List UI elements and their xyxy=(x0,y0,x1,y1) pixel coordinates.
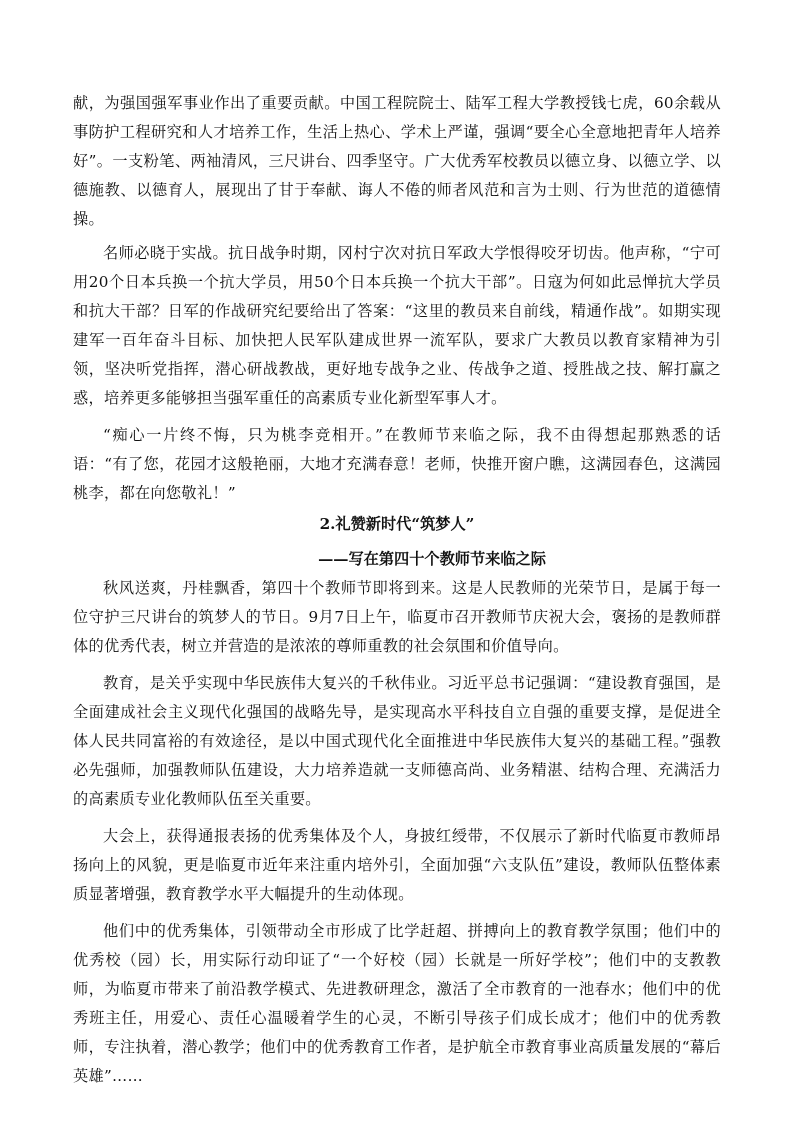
article2-paragraph-1: 秋风送爽，丹桂飘香，第四十个教师节即将到来。这是人民教师的光荣节日，是属于每一位守护三尺讲台的筑梦人的节日。9月7日上午，临夏市召开教师节庆祝大会，褒扬的是教师群体的优秀代表，树立并营造的是浓浓的尊师重教的社会氛围和价值导向。 xyxy=(73,579,721,655)
article2-subtitle: ——写在第四十个教师节来临之际 xyxy=(318,550,546,568)
article2-paragraph-4: 他们中的优秀集体，引领带动全市形成了比学赶超、拼搏向上的教育教学氛围；他们中的优秀校（园）长，用实际行动印证了“一个好校（园）长就是一所好学校”；他们中的支教教师，为临夏市带来了前沿教学模式、先进教研理念，激活了全市教育的一池春水；他们中的优秀班主任，用爱心、责任心温暖着学生的心灵，不断引导孩子们成长成才；他们中的优秀教师，专注执着，潜心教学；他们中的优秀教育工作者，是护航全市教育事业高质量发展的“幕后英雄”…… xyxy=(73,922,721,1085)
article2-paragraph-2: 教育，是关乎实现中华民族伟大复兴的千秋伟业。习近平总书记强调：“建设教育强国，是全面建成社会主义现代化强国的战略先导，是实现高水平科技自立自强的重要支撑，是促进全体人民共同富裕的有效途径，是以中国式现代化全面推进中华民族伟大复兴的基础工程。”强教必先强师，加强教师队伍建设，大力培养造就一支师德高尚、业务精湛、结构合理、充满活力的高素质专业化教师队伍至关重要。 xyxy=(73,674,721,808)
article2-paragraph-3: 大会上，获得通报表扬的优秀集体及个人，身披红绶带，不仅展示了新时代临夏市教师昂扬向上的风貌，更是临夏市近年来注重内培外引，全面加强“六支队伍”建设，教师队伍整体素质显著增强，教育教学水平大幅提升的生动体现。 xyxy=(73,827,721,903)
document-page xyxy=(73,89,721,1091)
article1-paragraph-continued: 献，为强国强军事业作出了重要贡献。中国工程院院士、陆军工程大学教授钱七虎，60余载从事防护工程研究和人才培养工作，生活上热心、学术上严谨，强调“要全心全意地把青年人培养好”。一支粉笔、两袖清风，三尺讲台、四季坚守。广大优秀军校教员以德立身、以德立学、以德施教、以德育人，展现出了甘于奉献、诲人不倦的师者风范和言为士则、行为世范的道德情操。 xyxy=(73,94,721,228)
article1-paragraph-3: “痴心一片终不悔，只为桃李竞相开。”在教师节来临之际，我不由得想起那熟悉的话语：“有了您，花园才这般艳丽，大地才充满春意！老师，快推开窗户瞧，这满园春色，这满园桃李，都在向您敬礼！” xyxy=(73,426,721,502)
article1-paragraph-2: 名师必晓于实战。抗日战争时期，冈村宁次对抗日军政大学恨得咬牙切齿。他声称，“宁可用20个日本兵换一个抗大学员，用50个日本兵换一个抗大干部”。日寇为何如此忌惮抗大学员和抗大干部？日军的作战研究纪要给出了答案：“这里的教员来自前线，精通作战”。如期实现建军一百年奋斗目标、加快把人民军队建成世界一流军队，要求广大教员以教育家精神为引领，坚决听党指挥，潜心研战教战，更好地专战争之业、传战争之道、授胜战之技、解打赢之惑，培养更多能够担当强军重任的高素质专业化新型军事人才。 xyxy=(73,244,721,407)
article2-title: 2.礼赞新时代“筑梦人” xyxy=(319,515,475,533)
